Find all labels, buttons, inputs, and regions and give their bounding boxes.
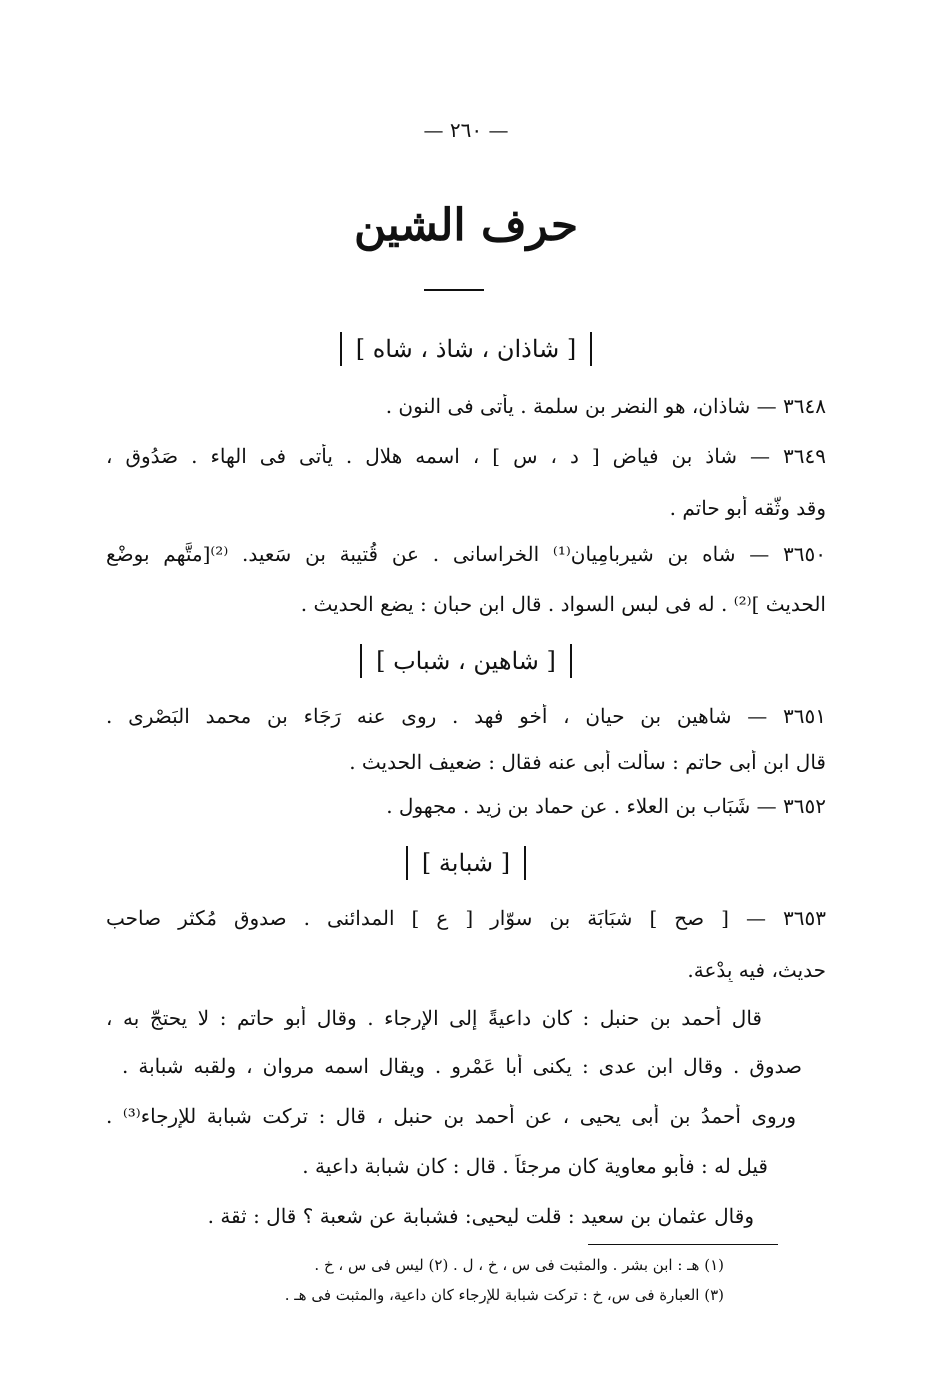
entry-3650-line-1: ٣٦٥٠ — شاه بن شيربامِيان⁽¹⁾ الخراسانى . عن قُتيبة بن سَعيد. ⁽²⁾[متَّهم بوضْع	[106, 542, 826, 566]
section-heading-shadhan: [ شاذان ، شاذ ، شاه ]	[0, 332, 932, 366]
footnote-1-2: (١) هـ : ابن بشر . والمثبت فى س ، خ ، ل . (٢) ليس فى س ، خ .	[314, 1256, 724, 1274]
entry-3649-line-1: ٣٦٤٩ — شاذ بن فياض [ د ، س ] ، اسمه هلال . يأتى فى الهاء . صَدُوق ،	[106, 444, 826, 468]
footnote-3: (٣) العبارة فى س، خ : تركت شبابة للإرجاء كان داعية، والمثبت فى هـ .	[284, 1286, 724, 1304]
section-heading-shababa: [ شبابة ]	[0, 846, 932, 880]
entry-3653-line-7: وقال عثمان بن سعيد : قلت ليحيى: فشبابة عن شعبة ؟ قال : ثقة .	[207, 1204, 754, 1228]
section-heading-shahin: [ شاهين ، شباب ]	[0, 644, 932, 678]
entry-3653-line-2: حديث، فيه بِدْعة.	[687, 958, 826, 982]
entry-3648: ٣٦٤٨ — شاذان، هو النضر بن سلمة . يأتى فى النون .	[385, 394, 826, 418]
entry-3651-line-1: ٣٦٥١ — شاهين بن حيان ، أخو فهد . روى عنه رَجَاء بن محمد البَصْرى .	[106, 704, 826, 728]
page-title: حرف الشين	[353, 200, 579, 251]
entry-3653-line-4: صدوق . وقال ابن عدى : يكنى أبا عَمْرو . ويقال اسمه مروان ، ولقبه شبابة .	[122, 1054, 802, 1078]
entry-3653-line-3: قال أحمد بن حنبل : كان داعيةً إلى الإرجاء . وقال أبو حاتم : لا يحتجّ به ،	[106, 1006, 762, 1030]
footnote-separator	[588, 1244, 778, 1245]
entry-3649-line-2: وقد وثَّقه أبو حاتم .	[669, 496, 826, 520]
entry-3653-line-5: وروى أحمدُ بن أبى يحيى ، عن أحمد بن حنبل ، قال : تركت شبابة للإرجاء⁽³⁾ .	[106, 1104, 796, 1128]
page-number: — ٢٦٠ —	[423, 118, 509, 142]
entry-3652: ٣٦٥٢ — شَبَاب بن العلاء . عن حماد بن زيد . مجهول .	[386, 794, 826, 818]
entry-3653-line-6: قيل له : فأبو معاوية كان مرجئاً . قال : كان شبابة داعية .	[302, 1154, 768, 1178]
entry-3650-line-2: الحديث ]⁽²⁾ . له فى لبس السواد . قال ابن حبان : يضع الحديث .	[300, 592, 826, 616]
entry-3651-line-2: قال ابن أبى حاتم : سألت أبى عنه فقال : ضعيف الحديث .	[349, 750, 826, 774]
title-divider	[424, 289, 484, 291]
entry-3653-line-1: ٣٦٥٣ — [ صح ] شبَابَة بن سوّار [ ع ] المدائنى . صدوق مُكثر صاحب	[106, 906, 826, 930]
